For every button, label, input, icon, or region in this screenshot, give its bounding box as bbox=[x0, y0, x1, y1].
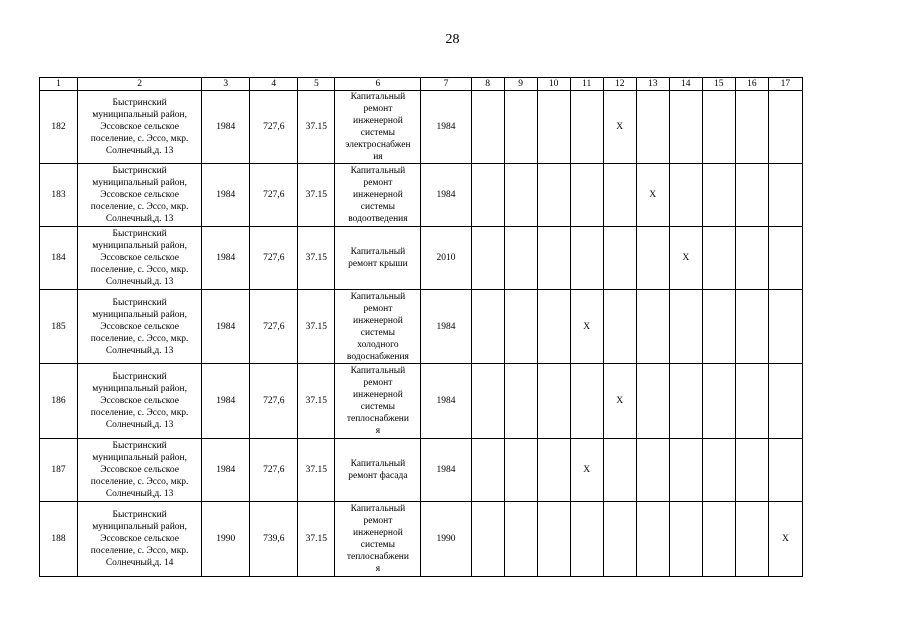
address-line: Солнечный,д. 14 bbox=[105, 558, 174, 568]
column-header: 5 bbox=[298, 78, 335, 91]
mark-cell-12 bbox=[603, 164, 636, 227]
mark-cell-10 bbox=[537, 290, 570, 364]
work-type-line: системы bbox=[360, 402, 396, 412]
work-type-line: ремонт крыши bbox=[348, 259, 408, 269]
table-row bbox=[40, 364, 803, 439]
mark-cell-14 bbox=[669, 502, 702, 577]
work-type-line: водоотведения bbox=[348, 214, 408, 224]
work-type-line: холодного bbox=[357, 339, 399, 350]
address-line: Солнечный,д. 13 bbox=[105, 489, 174, 499]
mark-cell-15 bbox=[702, 439, 735, 502]
work-type-line: ремонт bbox=[363, 516, 393, 526]
mark-cell-15 bbox=[702, 364, 735, 439]
planned-year-cell: 2010 bbox=[421, 227, 471, 290]
mark-cell-8 bbox=[471, 364, 504, 439]
address-line: муниципальный район, bbox=[92, 522, 187, 532]
address-line: Эссовское сельское bbox=[100, 396, 179, 406]
address-line: муниципальный район, bbox=[92, 384, 187, 394]
work-type-line: системы bbox=[360, 128, 396, 138]
row-number-cell: 182 bbox=[40, 91, 78, 164]
mark-cell-17 bbox=[768, 227, 802, 290]
work-type-line: инженерной bbox=[353, 190, 403, 200]
address-cell bbox=[78, 164, 202, 227]
planned-year-cell: 1990 bbox=[421, 502, 471, 577]
column-header: 8 bbox=[471, 78, 504, 91]
mark-cell-16 bbox=[735, 502, 768, 577]
mark-cell-16 bbox=[735, 364, 768, 439]
rate-cell: 37.15 bbox=[298, 227, 335, 290]
column-header: 4 bbox=[250, 78, 298, 91]
mark-cell-14: X bbox=[669, 227, 702, 290]
mark-cell-13 bbox=[636, 502, 669, 577]
mark-cell-12 bbox=[603, 502, 636, 577]
address-line: Солнечный,д. 13 bbox=[105, 345, 174, 356]
work-type-line: я bbox=[375, 564, 381, 574]
work-type-line: ремонт bbox=[363, 303, 393, 314]
planned-year-cell: 1984 bbox=[421, 439, 471, 502]
work-type-line: теплоснабжени bbox=[346, 552, 409, 562]
address-line: Быстринский bbox=[112, 441, 167, 451]
planned-year-cell: 1984 bbox=[421, 290, 471, 364]
address-line: муниципальный район, bbox=[92, 178, 187, 188]
mark-cell-17 bbox=[768, 364, 802, 439]
mark-cell-10 bbox=[537, 91, 570, 164]
mark-cell-8 bbox=[471, 227, 504, 290]
address-line: Солнечный,д. 13 bbox=[105, 420, 174, 430]
mark-cell-12 bbox=[603, 227, 636, 290]
column-header: 17 bbox=[768, 78, 802, 91]
address-line: Быстринский bbox=[112, 166, 167, 176]
work-type-cell bbox=[335, 164, 421, 227]
area-cell: 727,6 bbox=[250, 364, 298, 439]
table-row bbox=[40, 502, 803, 577]
address-line: Быстринский bbox=[112, 98, 167, 108]
mark-cell-14 bbox=[669, 290, 702, 364]
year-built-cell: 1984 bbox=[202, 290, 250, 364]
row-number-cell: 184 bbox=[40, 227, 78, 290]
address-line: Эссовское сельское bbox=[100, 534, 179, 544]
mark-cell-14 bbox=[669, 439, 702, 502]
planned-year-cell: 1984 bbox=[421, 364, 471, 439]
address-line: Эссовское сельское bbox=[100, 190, 179, 200]
mark-cell-13: X bbox=[636, 164, 669, 227]
column-header: 7 bbox=[421, 78, 471, 91]
address-line: поселение, с. Эссо, мкр. bbox=[90, 265, 189, 275]
column-header: 9 bbox=[504, 78, 537, 91]
work-type-line: я bbox=[375, 426, 381, 436]
area-cell: 727,6 bbox=[250, 164, 298, 227]
address-line: Быстринский bbox=[112, 372, 167, 382]
mark-cell-12: X bbox=[603, 91, 636, 164]
mark-cell-17 bbox=[768, 164, 802, 227]
mark-cell-12: X bbox=[603, 364, 636, 439]
mark-cell-12 bbox=[603, 290, 636, 364]
mark-cell-15 bbox=[702, 290, 735, 364]
mark-cell-16 bbox=[735, 439, 768, 502]
work-type-line: системы bbox=[360, 540, 396, 550]
work-type-cell bbox=[335, 91, 421, 164]
mark-cell-11 bbox=[570, 502, 603, 577]
mark-cell-9 bbox=[504, 502, 537, 577]
mark-cell-10 bbox=[537, 227, 570, 290]
area-cell: 727,6 bbox=[250, 91, 298, 164]
mark-cell-17 bbox=[768, 439, 802, 502]
mark-cell-15 bbox=[702, 227, 735, 290]
row-number-cell: 186 bbox=[40, 364, 78, 439]
work-type-line: Капитальный bbox=[350, 247, 406, 257]
year-built-cell: 1984 bbox=[202, 91, 250, 164]
mark-cell-8 bbox=[471, 91, 504, 164]
work-type-line: системы bbox=[360, 327, 396, 338]
work-type-cell bbox=[335, 502, 421, 577]
work-type-line: Капитальный bbox=[350, 366, 406, 376]
mark-cell-8 bbox=[471, 502, 504, 577]
column-header: 6 bbox=[335, 78, 421, 91]
address-cell bbox=[78, 439, 202, 502]
mark-cell-8 bbox=[471, 164, 504, 227]
address-cell bbox=[78, 290, 202, 364]
mark-cell-11 bbox=[570, 227, 603, 290]
mark-cell-16 bbox=[735, 164, 768, 227]
row-number-cell: 183 bbox=[40, 164, 78, 227]
work-type-line: инженерной bbox=[353, 315, 403, 326]
address-line: Быстринский bbox=[112, 229, 167, 239]
address-cell bbox=[78, 502, 202, 577]
mark-cell-15 bbox=[702, 502, 735, 577]
year-built-cell: 1984 bbox=[202, 164, 250, 227]
mark-cell-13 bbox=[636, 439, 669, 502]
address-line: Солнечный,д. 13 bbox=[105, 277, 174, 287]
work-type-line: инженерной bbox=[353, 390, 403, 400]
column-header: 1 bbox=[40, 78, 78, 91]
mark-cell-11: X bbox=[570, 290, 603, 364]
address-line: поселение, с. Эссо, мкр. bbox=[90, 134, 189, 144]
area-cell: 739,6 bbox=[250, 502, 298, 577]
mark-cell-16 bbox=[735, 290, 768, 364]
column-header: 14 bbox=[669, 78, 702, 91]
mark-cell-15 bbox=[702, 164, 735, 227]
mark-cell-9 bbox=[504, 439, 537, 502]
area-cell: 727,6 bbox=[250, 227, 298, 290]
address-line: Эссовское сельское bbox=[100, 321, 179, 332]
mark-cell-13 bbox=[636, 91, 669, 164]
work-type-line: Капитальный bbox=[350, 291, 406, 302]
address-line: муниципальный район, bbox=[92, 453, 187, 463]
address-line: Эссовское сельское bbox=[100, 465, 179, 475]
column-header: 11 bbox=[570, 78, 603, 91]
row-number-cell: 185 bbox=[40, 290, 78, 364]
column-header: 3 bbox=[202, 78, 250, 91]
year-built-cell: 1984 bbox=[202, 439, 250, 502]
work-type-line: теплоснабжени bbox=[346, 414, 409, 424]
column-header: 13 bbox=[636, 78, 669, 91]
year-built-cell: 1990 bbox=[202, 502, 250, 577]
work-type-line: Капитальный bbox=[350, 166, 406, 176]
address-cell bbox=[78, 227, 202, 290]
column-header: 15 bbox=[702, 78, 735, 91]
rate-cell: 37.15 bbox=[298, 439, 335, 502]
address-line: Быстринский bbox=[112, 297, 167, 308]
column-header: 16 bbox=[735, 78, 768, 91]
column-header: 12 bbox=[603, 78, 636, 91]
mark-cell-8 bbox=[471, 290, 504, 364]
address-line: муниципальный район, bbox=[92, 110, 187, 120]
column-number-row bbox=[40, 78, 803, 91]
address-line: Солнечный,д. 13 bbox=[105, 214, 174, 224]
work-type-line: ремонт bbox=[363, 378, 393, 388]
capital-repair-table bbox=[39, 77, 803, 577]
mark-cell-10 bbox=[537, 439, 570, 502]
mark-cell-16 bbox=[735, 227, 768, 290]
address-line: Эссовское сельское bbox=[100, 253, 179, 263]
rate-cell: 37.15 bbox=[298, 502, 335, 577]
work-type-line: водоснабжения bbox=[346, 351, 409, 362]
table-row bbox=[40, 91, 803, 164]
work-type-line: инженерной bbox=[353, 116, 403, 126]
planned-year-cell: 1984 bbox=[421, 91, 471, 164]
table-row bbox=[40, 227, 803, 290]
mark-cell-17 bbox=[768, 91, 802, 164]
address-line: поселение, с. Эссо, мкр. bbox=[90, 202, 189, 212]
table-row bbox=[40, 439, 803, 502]
row-number-cell: 187 bbox=[40, 439, 78, 502]
mark-cell-11 bbox=[570, 164, 603, 227]
work-type-line: ремонт фасада bbox=[348, 471, 408, 481]
address-line: Быстринский bbox=[112, 510, 167, 520]
work-type-line: системы bbox=[360, 202, 396, 212]
mark-cell-11 bbox=[570, 91, 603, 164]
mark-cell-14 bbox=[669, 91, 702, 164]
mark-cell-12 bbox=[603, 439, 636, 502]
mark-cell-9 bbox=[504, 290, 537, 364]
row-number-cell: 188 bbox=[40, 502, 78, 577]
work-type-cell bbox=[335, 439, 421, 502]
mark-cell-13 bbox=[636, 364, 669, 439]
mark-cell-9 bbox=[504, 91, 537, 164]
address-line: поселение, с. Эссо, мкр. bbox=[90, 408, 189, 418]
year-built-cell: 1984 bbox=[202, 227, 250, 290]
address-line: Эссовское сельское bbox=[100, 122, 179, 132]
column-header: 10 bbox=[537, 78, 570, 91]
work-type-line: ремонт bbox=[363, 178, 393, 188]
mark-cell-17 bbox=[768, 290, 802, 364]
work-type-line: электроснабжен bbox=[345, 140, 411, 150]
area-cell: 727,6 bbox=[250, 290, 298, 364]
year-built-cell: 1984 bbox=[202, 364, 250, 439]
address-line: поселение, с. Эссо, мкр. bbox=[90, 546, 189, 556]
mark-cell-14 bbox=[669, 164, 702, 227]
rate-cell: 37.15 bbox=[298, 290, 335, 364]
address-cell bbox=[78, 364, 202, 439]
page-number: 28 bbox=[445, 32, 460, 47]
work-type-line: Капитальный bbox=[350, 92, 406, 102]
mark-cell-10 bbox=[537, 164, 570, 227]
work-type-cell bbox=[335, 290, 421, 364]
mark-cell-9 bbox=[504, 164, 537, 227]
mark-cell-10 bbox=[537, 502, 570, 577]
table-row bbox=[40, 164, 803, 227]
mark-cell-13 bbox=[636, 290, 669, 364]
planned-year-cell: 1984 bbox=[421, 164, 471, 227]
address-line: поселение, с. Эссо, мкр. bbox=[90, 477, 189, 487]
mark-cell-8 bbox=[471, 439, 504, 502]
rate-cell: 37.15 bbox=[298, 164, 335, 227]
mark-cell-13 bbox=[636, 227, 669, 290]
work-type-cell bbox=[335, 227, 421, 290]
address-line: поселение, с. Эссо, мкр. bbox=[90, 333, 189, 344]
mark-cell-11 bbox=[570, 364, 603, 439]
mark-cell-14 bbox=[669, 364, 702, 439]
mark-cell-11: X bbox=[570, 439, 603, 502]
address-cell bbox=[78, 91, 202, 164]
address-line: Солнечный,д. 13 bbox=[105, 146, 174, 156]
mark-cell-17: X bbox=[768, 502, 802, 577]
mark-cell-15 bbox=[702, 91, 735, 164]
mark-cell-16 bbox=[735, 91, 768, 164]
rate-cell: 37.15 bbox=[298, 91, 335, 164]
work-type-line: ремонт bbox=[363, 104, 393, 114]
table-row bbox=[40, 290, 803, 364]
work-type-line: Капитальный bbox=[350, 459, 406, 469]
mark-cell-10 bbox=[537, 364, 570, 439]
mark-cell-9 bbox=[504, 227, 537, 290]
rate-cell: 37.15 bbox=[298, 364, 335, 439]
area-cell: 727,6 bbox=[250, 439, 298, 502]
mark-cell-9 bbox=[504, 364, 537, 439]
work-type-cell bbox=[335, 364, 421, 439]
address-line: муниципальный район, bbox=[92, 241, 187, 251]
work-type-line: Капитальный bbox=[350, 504, 406, 514]
column-header: 2 bbox=[78, 78, 202, 91]
work-type-line: инженерной bbox=[353, 528, 403, 538]
work-type-line: ия bbox=[373, 152, 383, 162]
address-line: муниципальный район, bbox=[92, 309, 187, 320]
